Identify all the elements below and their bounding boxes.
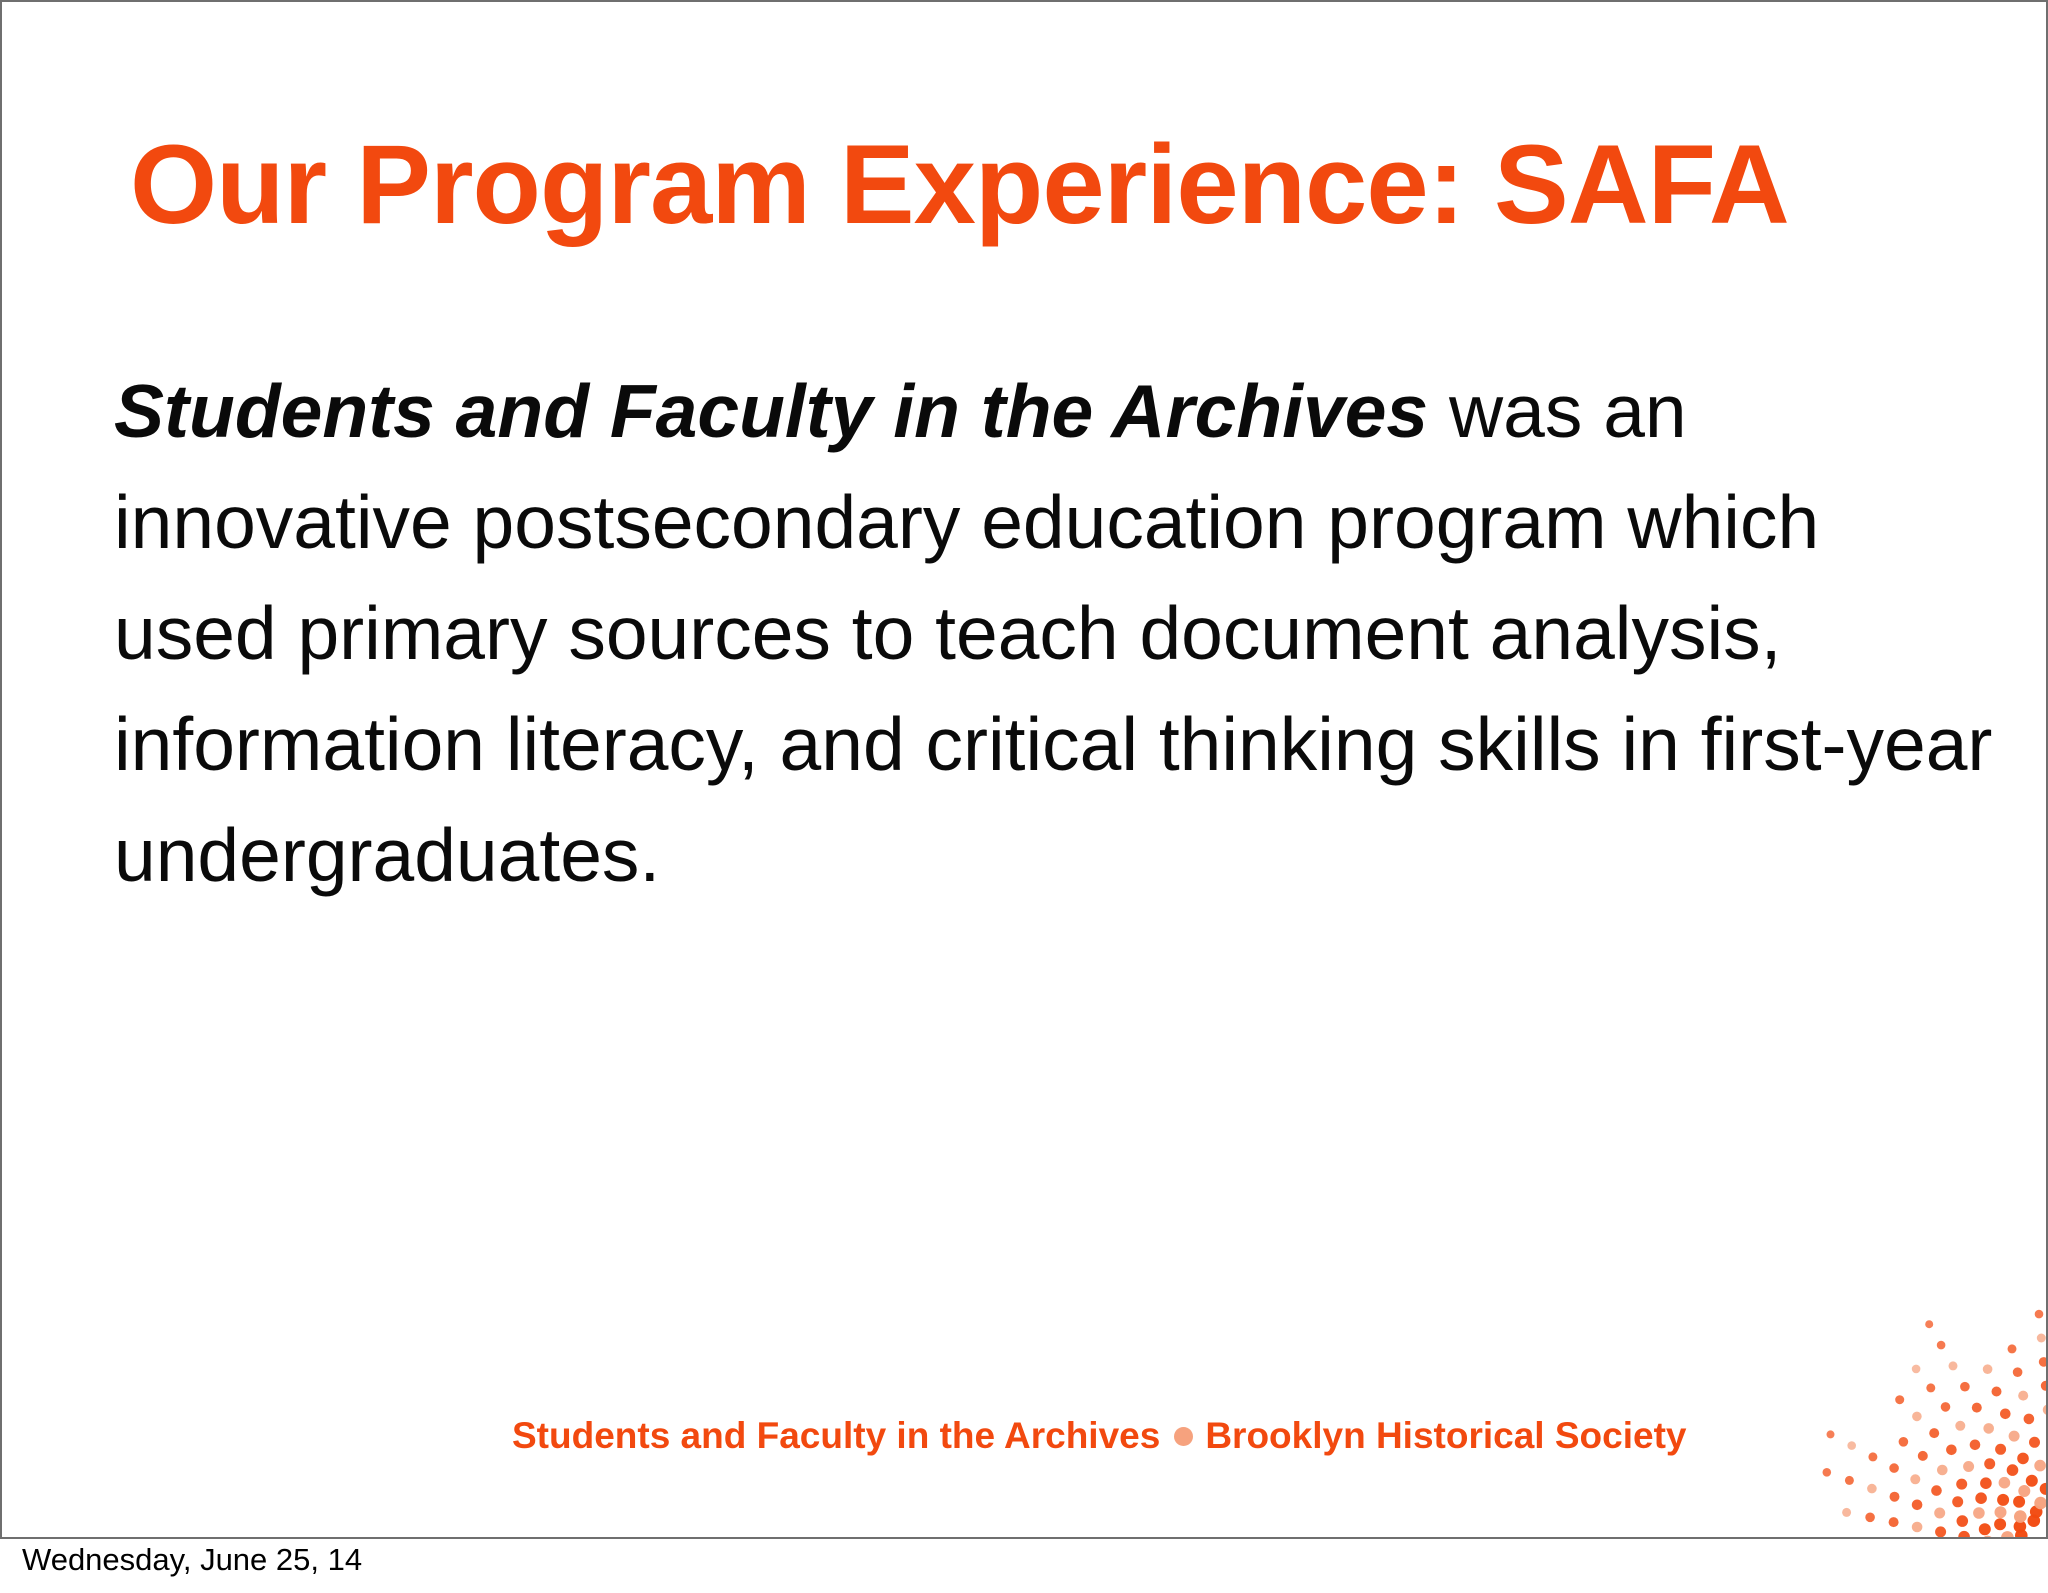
slide-title: Our Program Experience: SAFA	[130, 122, 1789, 247]
logo-dot	[1980, 1477, 1992, 1489]
logo-dot	[1827, 1430, 1835, 1438]
program-description: was an innovative postsecondary education program which used primary sources to teach document analysis, information literacy, and critical thinking skills in first-year undergraduates.	[114, 369, 1993, 897]
logo-dot	[1941, 1402, 1951, 1412]
logo-dot	[1890, 1492, 1900, 1502]
slide-footer	[512, 1410, 1686, 1462]
logo-dot	[2029, 1437, 2040, 1448]
logo-dot	[1972, 1403, 1982, 1413]
footer-program-name: Students and Faculty in the Archives	[512, 1415, 1161, 1456]
logo-dot	[2014, 1510, 2027, 1523]
logo-dot	[1847, 1441, 1856, 1450]
logo-dot	[1979, 1523, 1991, 1535]
logo-dot	[2009, 1431, 2020, 1442]
logo-dot	[1926, 1383, 1935, 1392]
logo-dot	[1997, 1494, 2009, 1506]
logo-dot	[1931, 1485, 1942, 1496]
logo-dot	[2039, 1357, 2048, 1367]
slide-body	[114, 356, 1994, 911]
logo-dot	[1895, 1395, 1904, 1404]
footer-organization: Brooklyn Historical Society	[1205, 1415, 1687, 1456]
logo-dot	[1912, 1365, 1921, 1374]
logo-dot	[2017, 1453, 2029, 1465]
logo-dot	[2034, 1460, 2046, 1472]
logo-dot	[1918, 1451, 1928, 1461]
logo-dot	[2013, 1367, 2023, 1377]
logo-dot	[1999, 1477, 2011, 1489]
logo-dot	[1865, 1513, 1875, 1523]
logo-dot	[1973, 1507, 1985, 1519]
logo-dot	[2037, 1334, 2046, 1343]
logo-dot	[2035, 1310, 2044, 1319]
logo-dot	[1949, 1361, 1958, 1370]
logo-dot	[1912, 1522, 1923, 1533]
logo-dot	[2000, 1409, 2011, 1420]
logo-dot	[1910, 1474, 1920, 1484]
logo-dot	[1937, 1465, 1948, 1476]
logo-dot	[1889, 1463, 1899, 1473]
logo-dot	[2043, 1404, 2048, 1415]
logo-dot	[1970, 1440, 1981, 1451]
logo-dot	[1842, 1508, 1851, 1517]
logo-dot	[1912, 1412, 1922, 1422]
dot-burst-logo-icon	[1762, 1257, 2048, 1539]
logo-dot	[2008, 1344, 2017, 1353]
logo-dot	[2024, 1414, 2035, 1425]
logo-dot	[1995, 1444, 2006, 1455]
logo-dot	[1956, 1479, 1967, 1490]
logo-dot	[2040, 1483, 2048, 1495]
logo-dot	[1983, 1423, 1994, 1434]
logo-dot	[1823, 1468, 1832, 1477]
bullet-separator-icon	[1174, 1427, 1193, 1446]
logo-dot	[2041, 1381, 2048, 1391]
logo-dot	[1982, 1536, 1994, 1539]
logo-dot	[1845, 1476, 1854, 1485]
logo-dot	[1937, 1341, 1946, 1350]
logo-dot	[1975, 1492, 1987, 1504]
logo-dot	[2001, 1531, 2014, 1539]
logo-dot	[1912, 1500, 1923, 1511]
logo-dot	[1960, 1382, 1970, 1392]
logo-dot	[1958, 1531, 1970, 1539]
program-name: Students and Faculty in the Archives	[114, 369, 1429, 453]
logo-dot	[1963, 1461, 1974, 1472]
logo-dot	[1983, 1364, 1993, 1374]
logo-dot	[1984, 1458, 1995, 1469]
logo-dot	[1934, 1508, 1945, 1519]
date-stamp: Wednesday, June 25, 14	[22, 1542, 363, 1577]
logo-dot	[2007, 1464, 2019, 1476]
logo-dot	[1992, 1387, 2002, 1397]
logo-dot	[2018, 1391, 2028, 1401]
logo-dot	[1946, 1445, 1957, 1456]
logo-dot	[1925, 1320, 1933, 1328]
logo-dot	[1994, 1518, 2006, 1530]
logo-dot	[2026, 1475, 2038, 1487]
logo-dot	[1955, 1421, 1965, 1431]
logo-dot	[1957, 1515, 1969, 1527]
logo-dot	[1899, 1437, 1909, 1447]
logo-dot	[1935, 1526, 1946, 1537]
logo-dot	[1889, 1517, 1899, 1527]
logo-dot	[1868, 1452, 1877, 1461]
logo-dot	[1952, 1496, 1963, 1507]
logo-dot	[2034, 1497, 2047, 1510]
logo-dot	[2013, 1496, 2025, 1508]
logo-dot	[1867, 1484, 1877, 1494]
logo-dot	[2018, 1485, 2030, 1497]
logo-dot	[1995, 1506, 2007, 1518]
logo-dot	[1929, 1428, 1939, 1438]
